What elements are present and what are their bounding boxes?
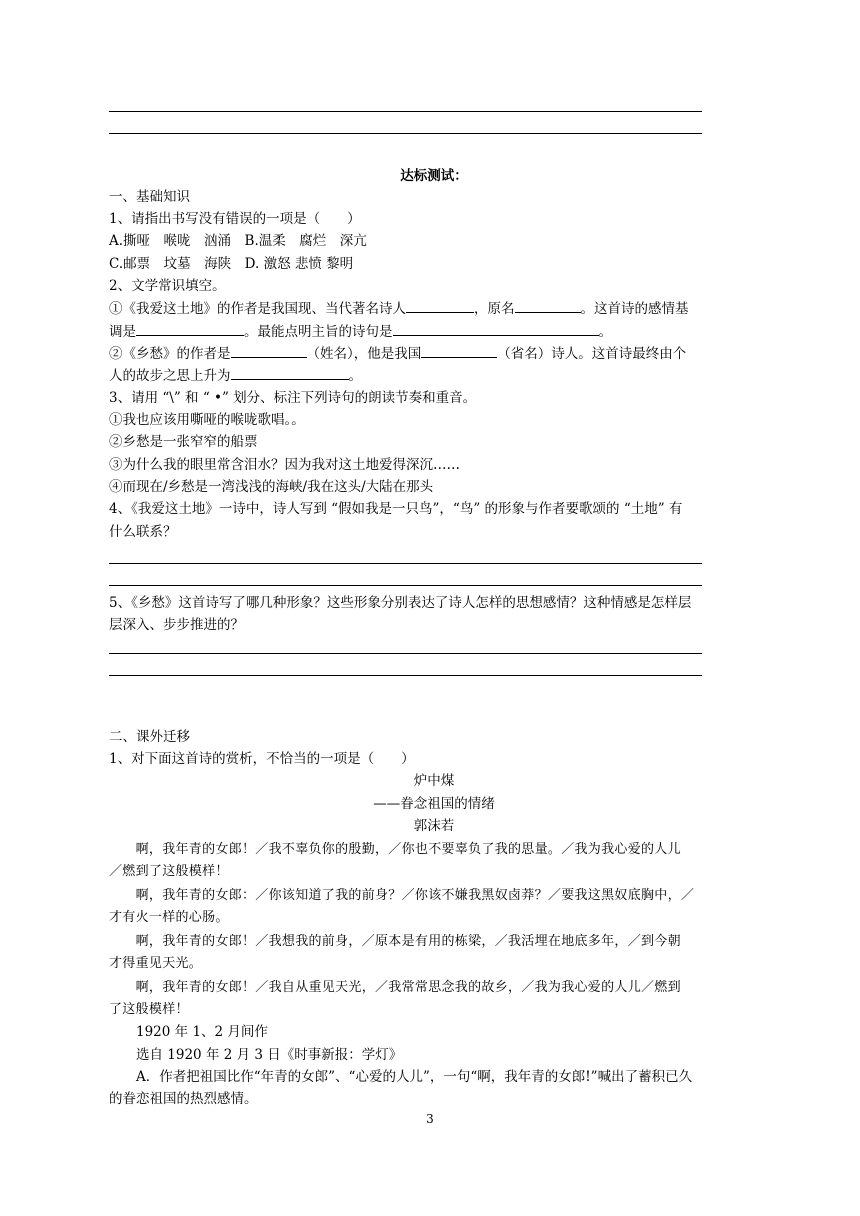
q3-line: ②乡愁是一张窄窄的船票 bbox=[109, 434, 258, 450]
q2-item1-text-d: 调是 bbox=[109, 324, 136, 340]
q4-line1: 4、《我爱这土地》一诗中，诗人写到 “假如我是一只鸟”，“鸟” 的形象与作者要歌颂的 “土地” 有 bbox=[109, 501, 683, 517]
part2-heading: 二、课外迁移 bbox=[109, 729, 190, 745]
original-name-blank[interactable] bbox=[515, 297, 581, 313]
q4-line2: 什么联系？ bbox=[109, 524, 177, 540]
q2-item1-text-b: ，原名 bbox=[474, 301, 515, 317]
q3-line: ①我也应该用嘶哑的喉咙歌唱。。 bbox=[109, 412, 305, 428]
section-title: 达标测试： bbox=[400, 168, 468, 184]
answer-line[interactable] bbox=[109, 585, 702, 586]
poem-line: 啊，我年青的女郎！／我不辜负你的殷勤，／你也不要辜负了我的思量。／我为我心爱的人儿 bbox=[109, 842, 681, 857]
option-a-line1: A．作者把祖国比作“年青的女郎”、“心爱的人儿”，一句“啊，我年青的女郎!”喊出了蓄积已久 bbox=[109, 1069, 693, 1085]
q2-item1-text-e: 。最能点明主旨的诗句是 bbox=[244, 324, 393, 340]
poem-subtitle: ——眷念祖国的情绪 bbox=[373, 796, 495, 812]
theme-line-blank[interactable] bbox=[393, 320, 599, 336]
part1-heading: 一、基础知识 bbox=[109, 189, 190, 205]
q5-line1: 5、《乡愁》这首诗写了哪几种形象？这些形象分别表达了诗人怎样的思想感情？这种情感是怎样层 bbox=[109, 595, 692, 611]
poem-line: 啊，我年青的女郎！／我自从重见天光，／我常常思念我的故乡，／我为我心爱的人儿／燃到 bbox=[109, 980, 681, 995]
option-a-line2: 的眷恋祖国的热烈感情。 bbox=[109, 1091, 258, 1107]
author-name-blank[interactable] bbox=[231, 342, 307, 358]
answer-line bbox=[109, 111, 702, 112]
elevation-blank[interactable] bbox=[231, 364, 349, 380]
poem-line: 才得重见天光。 bbox=[109, 956, 203, 971]
q2-stem: 2、文学常识填空。 bbox=[109, 278, 226, 294]
q3-stem: 3、请用 “\” 和 “ •” 划分、标注下列诗句的朗读节奏和重音。 bbox=[109, 390, 477, 406]
page-number: 3 bbox=[426, 1112, 434, 1126]
q2-item1-line1 bbox=[109, 297, 759, 320]
poem-line: 了这般模样！ bbox=[109, 1002, 189, 1017]
q2-item2-text-e: 。 bbox=[348, 368, 362, 384]
q2-item2-text-d: 人的故步之思上升为 bbox=[109, 368, 231, 384]
poem-source: 选自 1920 年 2 月 3 日《时事新报：学灯》 bbox=[109, 1047, 403, 1063]
poem-line: ／燃到了这般模样！ bbox=[109, 864, 229, 879]
tone-blank[interactable] bbox=[136, 320, 244, 336]
q2-item2-text-b: （姓名），他是我国 bbox=[306, 346, 422, 362]
poem-date: 1920 年 1、2 月间作 bbox=[109, 1024, 268, 1040]
poem-line: 才有火一样的心肠。 bbox=[109, 910, 229, 925]
q3-line: ③为什么我的眼里常含泪水？因为我对这土地爱得深沉…… bbox=[109, 457, 460, 473]
q2-item2-text-c: （省名）诗人。这首诗最终由个 bbox=[497, 346, 687, 362]
q5-line2: 层深入、步步推进的？ bbox=[109, 617, 244, 633]
poem-line: 啊，我年青的女郎：／你该知道了我的前身？／你该不嫌我黑奴卤莽？／要我这黑奴底胸中，／ bbox=[109, 888, 695, 903]
q2-item1-text-a: ①《我爱这土地》的作者是我国现、当代著名诗人 bbox=[109, 301, 406, 317]
poem-line: 啊，我年青的女郎！／我想我的前身，／原本是有用的栋梁，／我活埋在地底多年，／到今朝 bbox=[109, 934, 681, 949]
q1-stem: 1、请指出书写没有错误的一项是（ ） bbox=[109, 211, 361, 227]
answer-line[interactable] bbox=[109, 563, 702, 564]
poet-name-blank[interactable] bbox=[406, 297, 474, 313]
part2-q1-stem: 1、对下面这首诗的赏析，不恰当的一项是（ ） bbox=[109, 751, 415, 767]
q3-line: ④而现在/乡愁是一湾浅浅的海峡/我在这头/大陆在那头 bbox=[109, 479, 434, 495]
q2-item1-line2 bbox=[109, 320, 759, 343]
q1-options-line2: C.邮票 坟墓 海陕 D. 激怒 悲愤 黎明 bbox=[109, 256, 354, 272]
province-blank[interactable] bbox=[421, 342, 497, 358]
poem-title: 炉中煤 bbox=[413, 773, 455, 789]
q2-item2-line1 bbox=[109, 342, 759, 365]
answer-line[interactable] bbox=[109, 653, 702, 654]
answer-line[interactable] bbox=[109, 675, 702, 676]
poem-author: 郭沫若 bbox=[413, 818, 455, 834]
q2-item2-text-a: ②《乡愁》的作者是 bbox=[109, 346, 231, 362]
q2-item1-text-c: 。这首诗的感情基 bbox=[580, 301, 689, 317]
q2-item1-text-f: 。 bbox=[598, 324, 612, 340]
q1-options-line1: A.撕哑 喉咙 汹涌 B.温柔 腐烂 深亢 bbox=[109, 233, 367, 249]
answer-line bbox=[109, 133, 702, 134]
q2-item2-line2 bbox=[109, 364, 759, 387]
